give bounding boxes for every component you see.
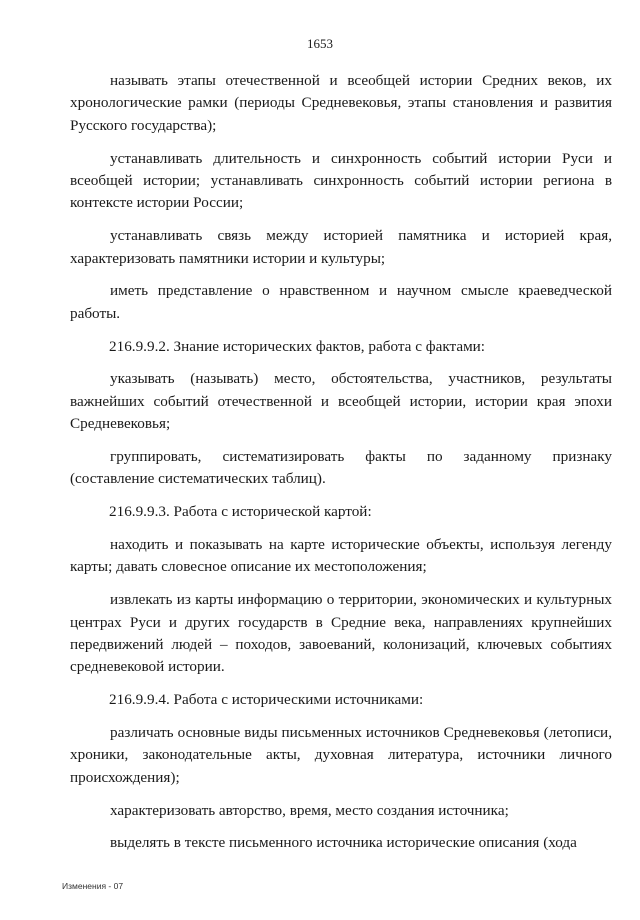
paragraph: извлекать из карты информацию о территории, экономических и культурных центрах Руси и других государств в Средние века, направлениях крупнейших передвижений людей – походов, завоеваний, колонизаций, ключевых событиях средневековой истории. xyxy=(70,591,612,676)
paragraph: группировать, систематизировать факты по заданному признаку (составление систематических таблиц). xyxy=(70,448,612,488)
paragraph: устанавливать связь между историей памятника и историей края, характеризовать памятники истории и культуры; xyxy=(70,227,612,267)
page-number: 1653 xyxy=(307,36,333,51)
paragraph: называть этапы отечественной и всеобщей истории Средних веков, их хронологические рамки (периоды Средневековья, этапы становления и развития Русского государства); xyxy=(70,72,612,134)
paragraph: находить и показывать на карте исторические объекты, используя легенду карты; давать словесное описание их местоположения; xyxy=(70,536,612,576)
paragraph: устанавливать длительность и синхронность событий истории Руси и всеобщей истории; устанавливать синхронность событий истории региона в контексте истории России; xyxy=(70,149,612,212)
paragraph: различать основные виды письменных источников Средневековья (летописи, хроники, законодательные акты, духовная литература, источники личного происхождения); xyxy=(70,724,612,786)
section-heading: 216.9.9.3. Работа с исторической картой: xyxy=(109,503,372,521)
document-body xyxy=(70,70,612,865)
paragraph: иметь представление о нравственном и научном смысле краеведческой работы. xyxy=(70,282,612,322)
paragraph: выделять в тексте письменного источника исторические описания (хода xyxy=(110,834,577,852)
paragraph: характеризовать авторство, время, место создания источника; xyxy=(110,801,509,819)
footer-note: Изменения - 07 xyxy=(62,881,124,891)
paragraph: указывать (называть) место, обстоятельства, участников, результаты важнейших событий отечественной и всеобщей истории, истории края эпохи Средневековья; xyxy=(70,370,612,433)
section-heading: 216.9.9.4. Работа с историческими источниками: xyxy=(109,691,424,709)
section-heading: 216.9.9.2. Знание исторических фактов, работа с фактами: xyxy=(109,337,486,355)
